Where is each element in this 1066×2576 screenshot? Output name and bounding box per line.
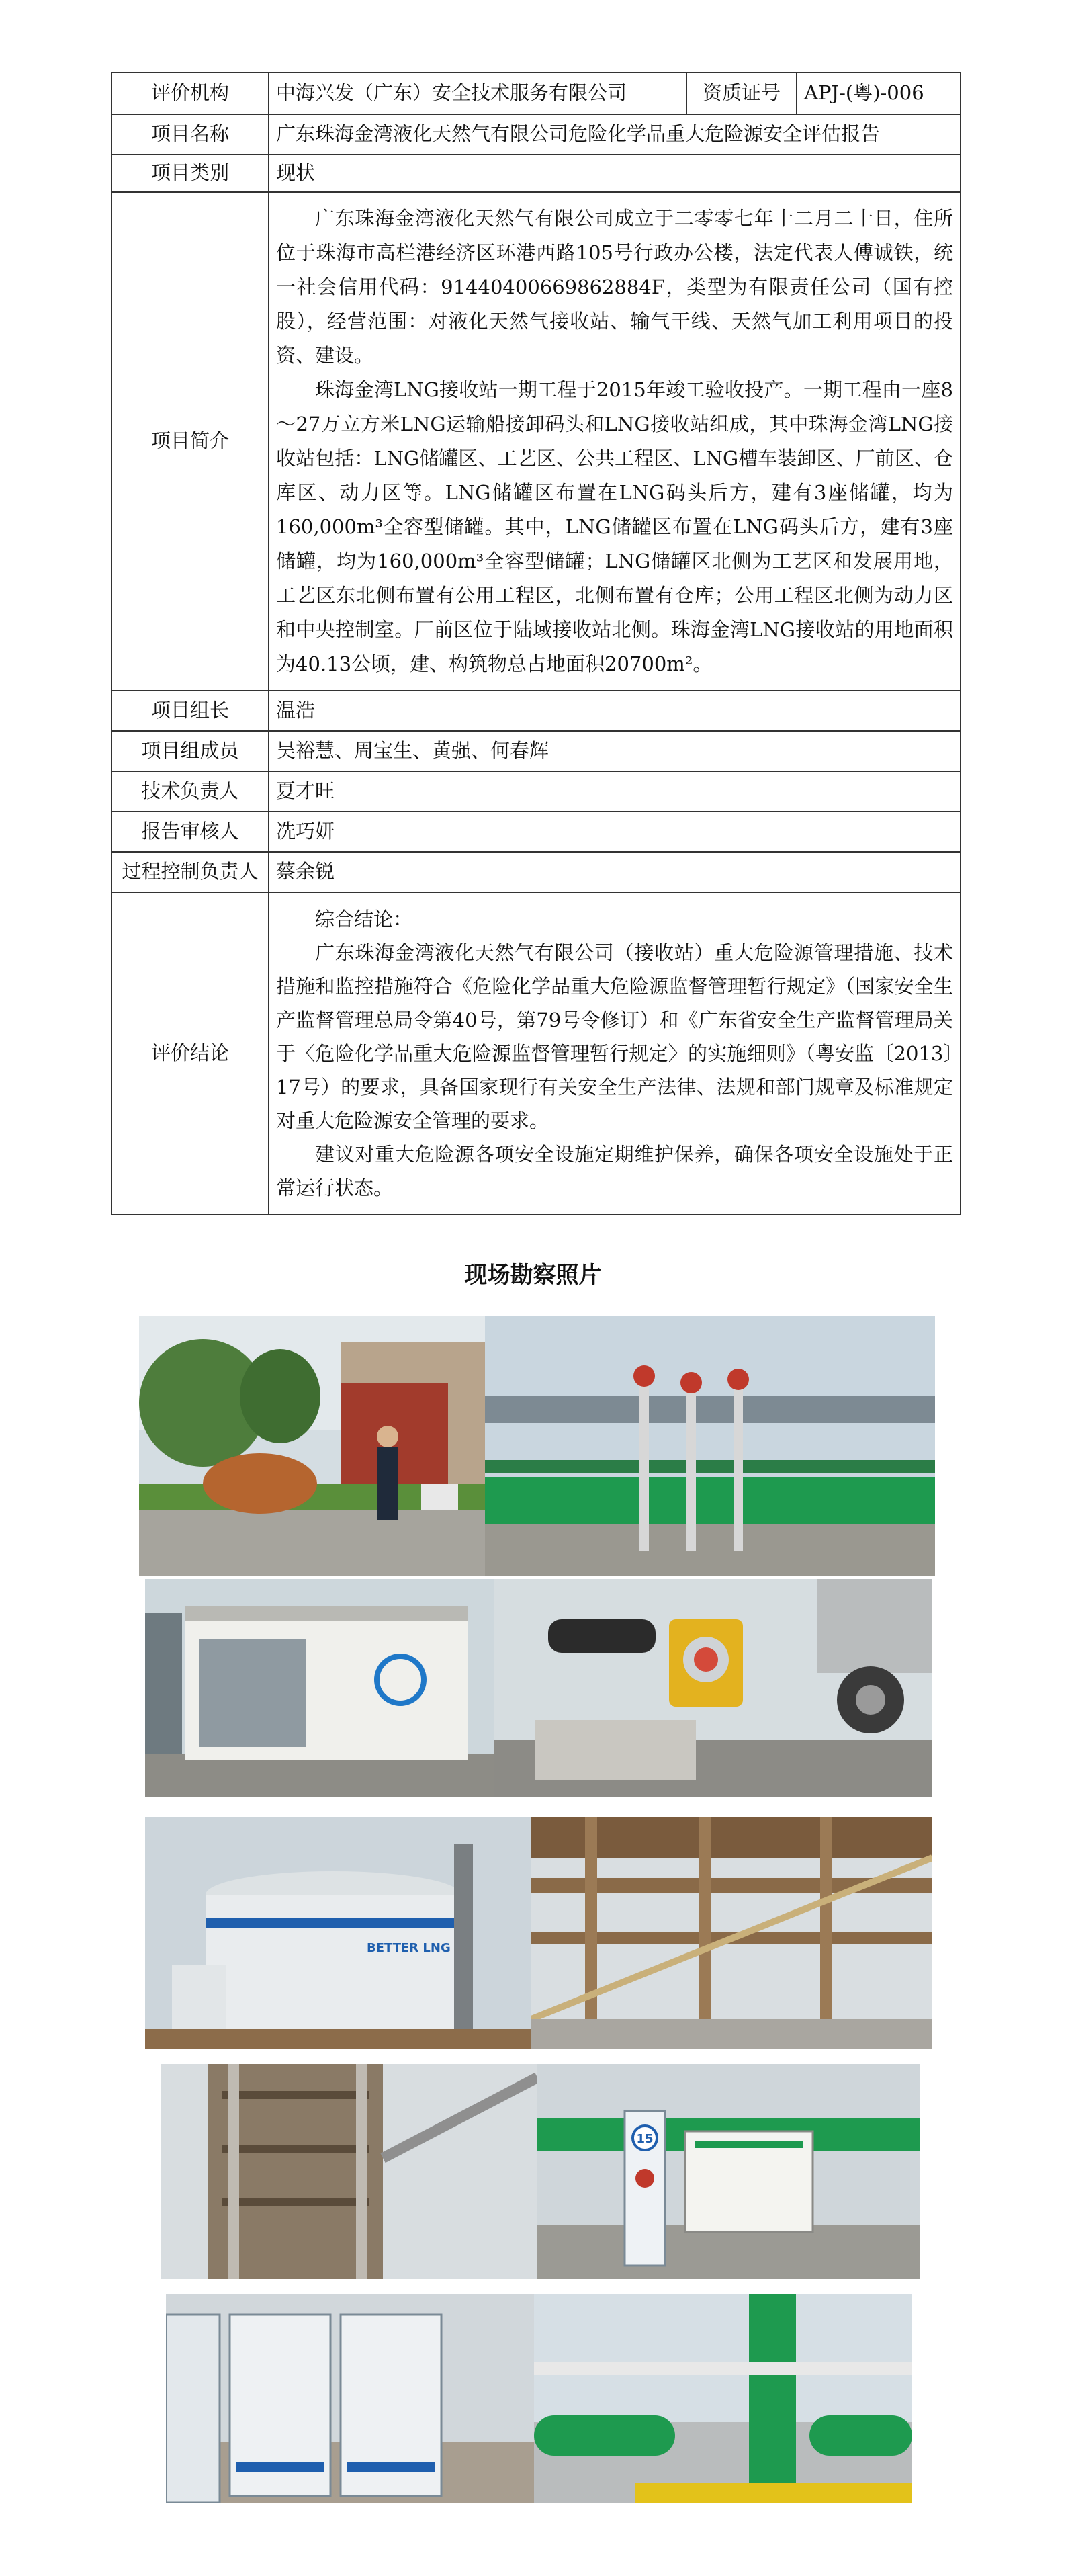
photo-process-tower (161, 2064, 537, 2279)
conclusion-paragraph-2: 建议对重大危险源各项安全设施定期维护保养，确保各项安全设施处于正常运行状态。 (276, 1143, 953, 1199)
tank-brand-text: BETTER LNG (367, 1941, 451, 1955)
reviewer-label: 报告审核人 (112, 812, 269, 852)
conclusion-heading: 综合结论： (315, 908, 413, 931)
project-name-label: 项目名称 (112, 114, 269, 155)
photo-information-boards (166, 2294, 534, 2503)
reviewer-value: 冼巧妍 (269, 812, 961, 852)
sign-number-text: 15 (636, 2132, 654, 2146)
org-value: 中海兴发（广东）安全技术服务有限公司 (269, 73, 686, 114)
photo-green-pipes-valves (485, 1316, 935, 1576)
leader-label: 项目组长 (112, 691, 269, 731)
photo-lng-storage-tank (145, 1817, 531, 2049)
cert-label: 资质证号 (686, 73, 797, 114)
tech-lead-value: 夏才旺 (269, 771, 961, 812)
intro-paragraph-2: 珠海金湾LNG接收站一期工程于2015年竣工验收投产。一期工程由一座8～27万立方米LNG运输船接卸码头和LNG接收站组成，其中珠海金湾LNG接收站包括：LNG储罐区、工艺区、公共工程区、LNG槽车装卸区、厂前区、仓库区、动力区等。LNG储罐区布置在LNG码头后方，建有3座储罐，均为160,000m³全容型储罐。其中，LNG储罐区布置在LNG码头后方，建有3座储罐，均为160,000m³全容型储罐；LNG储罐区北侧为工艺区和发展用地，工艺区东北侧布置有公用工程区，北侧布置有仓库；公用工程区北侧为动力区和中央控制室。厂前区位于陆域接收站北侧。珠海金湾LNG接收站的用地面积为40.13公顷，建、构筑物总占地面积20700m²。 (276, 378, 953, 675)
process-control-value: 蔡余锐 (269, 852, 961, 892)
intro-cell (269, 192, 961, 691)
process-control-label: 过程控制负责人 (112, 852, 269, 892)
intro-label: 项目简介 (112, 192, 269, 691)
photo-gas-detector (494, 1579, 932, 1797)
photo-pipe-rack-structure (531, 1817, 932, 2049)
leader-value: 温浩 (269, 691, 961, 731)
category-value: 现状 (269, 155, 961, 192)
photo-safety-signboards (537, 2064, 920, 2279)
category-label: 项目类别 (112, 155, 269, 192)
tech-lead-label: 技术负责人 (112, 771, 269, 812)
intro-paragraph-1: 广东珠海金湾液化天然气有限公司成立于二零零七年十二月二十日，住所位于珠海市高栏港经济区环港西路105号行政办公楼，法定代表人傅诚铁，统一社会信用代码：91440400669862884F，类型为有限责任公司（国有控股），经营范围：对液化天然气接收站、输气干线、天然气加工利用项目的投资、建设。 (276, 207, 953, 367)
members-value: 吴裕慧、周宝生、黄强、何春辉 (269, 731, 961, 771)
cert-value: APJ-(粤)-006 (797, 73, 961, 114)
members-label: 项目组成员 (112, 731, 269, 771)
photo-skid-container (145, 1579, 494, 1797)
conclusion-label: 评价结论 (112, 892, 269, 1215)
project-name-value: 广东珠海金湾液化天然气有限公司危险化学品重大危险源安全评估报告 (269, 114, 961, 155)
photo-green-equipment (534, 2294, 912, 2503)
org-label: 评价机构 (112, 73, 269, 114)
conclusion-cell (269, 892, 961, 1215)
photo-entrance-sign (139, 1316, 485, 1576)
conclusion-paragraph-1: 广东珠海金湾液化天然气有限公司（接收站）重大危险源管理措施、技术措施和监控措施符合《危险化学品重大危险源监督管理暂行规定》（国家安全生产监督管理总局令第40号，第79号令修订）和《广东省安全生产监督管理局关于〈危险化学品重大危险源监督管理暂行规定〉的实施细则》（粤安监〔2013〕17号）的要求，具备国家现行有关安全生产法律、法规和部门规章及标准规定对重大危险源安全管理的要求。 (276, 941, 953, 1132)
photos-title: 现场勘察照片 (464, 1262, 602, 1289)
report-info-table (111, 72, 961, 1215)
